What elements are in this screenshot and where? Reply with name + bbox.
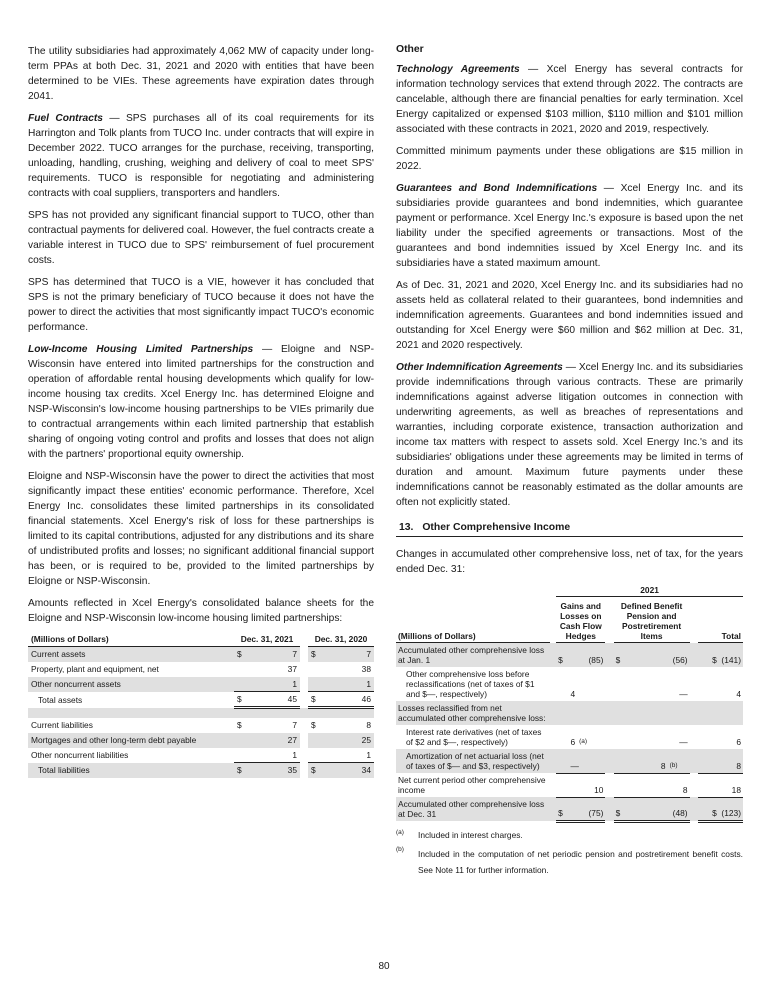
oci-changes-table [396,584,743,823]
row-label: Other comprehensive loss before reclassifications (net of taxes of $1 and $—, respectively) [406,669,535,699]
row-label: Current assets [28,647,234,662]
blank-cell [605,597,613,643]
blank-cell [605,667,613,701]
paragraph-amounts-intro [28,596,374,626]
table-row-net-current [396,773,743,797]
footnote-mark: (b) [396,845,404,853]
value-2020: 7 [324,647,374,662]
column-gap [300,647,308,662]
value-2021: 27 [250,733,300,748]
value-hedges: 4 [570,689,576,699]
section-heading-oci [396,522,743,537]
blank-cell [690,797,698,821]
blank-cell [605,749,613,773]
currency-symbol: $ [614,643,626,668]
table-header-row [396,597,743,643]
value-total: 8 [698,749,743,773]
paragraph-collateral [396,278,743,353]
blank-cell [614,667,626,701]
table-row-reclass-heading [396,701,743,725]
paragraph-oci-intro [396,547,743,577]
currency-symbol [234,677,250,692]
value-hedges: — [568,749,605,773]
row-label: Total liabilities [28,763,234,778]
footnote-a [396,829,743,842]
paragraph-text: As of Dec. 31, 2021 and 2020, Xcel Energy Inc. and its subsidiaries had no assets held as collateral related to their guarantees, bond indemnities and indemnification agreements. Guarantees and bond indemnities issued and outstanding for Xcel Energy were $60 million and $62 million at Dec. 31, 2021 and 2020 respectively. [396,280,743,351]
blank-cell [556,667,568,701]
paragraph-lead: Fuel Contracts [28,113,103,124]
currency-symbol: $ [234,763,250,778]
blank-cell [690,773,698,797]
footnote-mark: (a) [396,828,404,836]
currency-symbol [308,733,324,748]
paragraph-tuco-support [28,208,374,268]
paragraph-text: Changes in accumulated other comprehensive loss, net of tax, for the years ended Dec. 31: [396,549,743,575]
footnote-ref-b: (b) [669,761,678,769]
blank-cell [690,667,698,701]
blank-cell [614,749,626,773]
paragraph-lead: Guarantees and Bond Indemnifications [396,183,598,194]
column-header-pension: Defined Benefit Pension and Postretirement Items [614,597,690,643]
currency-symbol [308,748,324,763]
currency-symbol: $ [234,647,250,662]
column-gap [300,733,308,748]
footnote-b [396,846,743,878]
paragraph-low-income-housing [28,342,374,462]
paragraph-committed-payments [396,144,743,174]
page-number: 80 [378,961,390,972]
blank-cell [690,597,698,643]
value-pension: — [679,689,688,699]
value-2020: 8 [366,720,371,730]
currency-symbol [308,662,324,677]
currency-symbol: $ [308,692,324,708]
table-row [28,733,374,748]
paragraph-text: SPS has determined that TUCO is a VIE, however it has concluded that SPS is not the primary beneficiary of TUCO because it does not have the power to direct the activities that most significantly impact TUCO's economic performance. [28,277,374,333]
value-pension: — [679,737,688,747]
value-2020: 1 [366,749,371,760]
paragraph-fuel-contracts [28,111,374,201]
value-pension: (48) [626,797,690,821]
column-header-cash-flow-hedges: Gains and Losses on Cash Flow Hedges [556,597,605,643]
column-header-label: (Millions of Dollars) [396,597,550,643]
row-label: Amortization of net actuarial loss (net of taxes of $— and $3, respectively) [396,749,550,773]
value-2021: 7 [292,720,297,730]
paragraph-text: — Xcel Energy has several contracts for information technology services that extend through 2022. The contracts are cancelable, although there are financial penalties for early termination. Xcel Energy capitalized or expensed $103 million, $110 million and $101 million associated with these contracts in 2021, 2020 and 2019, respectively. [396,64,743,135]
value-2020: 46 [324,692,374,708]
column-header-total: Total [698,597,743,643]
table-row-before-reclass [396,667,743,701]
paragraph-other-indemnification [396,360,743,510]
column-header-2020: Dec. 31, 2020 [308,632,374,647]
row-label: Mortgages and other long-term debt payable [28,733,234,748]
table-row [28,718,374,733]
table-row-jan1 [396,643,743,668]
currency-symbol: $ [556,797,568,821]
blank-cell [556,749,568,773]
row-label: Net current period other comprehensive income [398,775,546,795]
currency-symbol [234,733,250,748]
currency-symbol: $ [237,720,242,730]
blank-cell [605,643,613,668]
paragraph-text: SPS has not provided any significant financial support to TUCO, other than contractual payments for delivered coal. However, the fuel contracts create a variable interest in TUCO due to SPS' reimbursement of fuel procurement costs. [28,210,374,266]
blank-cell [614,773,626,797]
row-label: Other noncurrent assets [28,677,234,692]
column-gap [300,692,308,708]
paragraph-text: — Xcel Energy Inc. and its subsidiaries provide indemnifications through various contracts. These are primarily indemnifications against adverse litigation outcomes in connection with underwriting agreements, as well as breaches of representations and warranties, including corporate existence, transaction authorization and income tax matters with respect to assets sold. Xcel Energy Inc.'s and its subsidiaries' obligations under these agreements may be limited in terms of duration and amount. Maximum future payments under these indemnifications cannot be reasonably estimated as the dollar amounts are often not explicitly stated. [396,362,743,508]
footnote-text: Included in the computation of net periodic pension and postretirement benefit costs. See Note 11 for further information. [418,848,743,875]
value-2021: 37 [287,664,297,674]
paragraph-text: The utility subsidiaries had approximately 4,062 MW of capacity under long-term PPAs at both Dec. 31, 2021 and 2020 with entities that have been determined to be VIEs. These agreements have expiration dates through 2041. [28,46,374,102]
paragraph-text: — Eloigne and NSP-Wisconsin have entered into limited partnerships for the construction and operation of affordable rental housing developments which qualify for low-income housing tax credits. Xcel Energy Inc. has determined Eloigne and NSP-Wisconsin's low-income housing partnerships to be VIEs primarily due to contractual arrangements within each limited partnership that establish sharing of ongoing voting control and profits and losses that does not align with the partners' proportional equity ownership. [28,344,374,460]
right-column [396,44,743,882]
row-label: Accumulated other comprehensive loss at Jan. 1 [396,643,550,668]
paragraph-technology-agreements [396,62,743,137]
column-header-label: (Millions of Dollars) [28,632,234,647]
currency-symbol: $ [311,720,316,730]
table-row-dec31 [396,797,743,821]
currency-symbol: $ [234,692,250,708]
paragraph-eloigne-power [28,469,374,589]
value-2021: 35 [250,763,300,778]
row-label: Current liabilities [31,720,93,730]
paragraph-lead: Technology Agreements [396,64,520,75]
value-hedges: 10 [568,773,605,797]
paragraph-text: Committed minimum payments under these obligations are $15 million in 2022. [396,146,743,172]
blank-cell [556,725,568,749]
currency-symbol: $ [308,647,324,662]
value-2020: 1 [324,677,374,692]
paragraph-text: — Xcel Energy Inc. and its subsidiaries provide guarantees and bond indemnities, which guarantee payment or performance. Xcel Energy Inc.'s exposure is based upon the net liability under the specified agreements or transactions. Most of the guarantees and bond indemnities issued by Xcel Energy Inc. and its subsidiaries have a stated maximum amount. [396,183,743,269]
row-label: Other noncurrent liabilities [31,750,129,760]
value-total: 4 [736,689,741,699]
table-row-total [28,692,374,708]
footnotes [396,829,743,878]
paragraph-tuco-vie [28,275,374,335]
value-total: $ (123) [698,797,743,821]
currency-symbol: $ [308,763,324,778]
value-2020: 25 [324,733,374,748]
year-header: 2021 [556,584,743,597]
paragraph-text: Amounts reflected in Xcel Energy's consolidated balance sheets for the Eloigne and NSP-Wisconsin low-income housing limited partnerships: [28,598,374,624]
value-2021: 7 [250,647,300,662]
blank-cell [550,701,743,725]
paragraph-lead: Low-Income Housing Limited Partnerships [28,344,254,355]
value-2021: 1 [292,749,297,760]
table-row [28,662,374,677]
currency-symbol: $ [614,797,626,821]
section-number: 13. [399,522,414,533]
column-header-2021: Dec. 31, 2021 [234,632,300,647]
blank-cell [396,584,550,597]
value-hedges: 6 [570,737,576,747]
value-hedges: (75) [568,797,605,821]
value-total: 6 [736,737,741,747]
table-spacer-row [28,708,374,718]
column-gap [300,763,308,778]
paragraph-lead: Other Indemnification Agreements [396,362,563,373]
blank-cell [690,643,698,668]
blank-cell [605,725,613,749]
row-label: Total assets [38,694,83,705]
footnote-text: Included in interest charges. [418,829,523,840]
paragraph-guarantees [396,181,743,271]
column-gap [300,718,308,733]
heading-other: Other [396,44,424,55]
value-hedges: (85) [568,643,605,668]
table-row [28,647,374,662]
value-2021: 45 [250,692,300,708]
value-pension: 8 [660,760,666,771]
value-2021: 1 [250,677,300,692]
blank-cell [605,773,613,797]
paragraph-ppa-capacity [28,44,374,104]
table-header-row [28,632,374,647]
table-year-header-row [396,584,743,597]
currency-symbol: $ [556,643,568,668]
blank-cell [690,749,698,773]
column-gap [300,632,308,647]
section-title: Other Comprehensive Income [422,522,571,533]
value-pension: 8 [626,773,690,797]
row-label: Accumulated other comprehensive loss at Dec. 31 [396,797,550,821]
value-total: $ (141) [698,643,743,668]
column-gap [300,677,308,692]
column-gap [300,748,308,763]
value-hedges-cell [568,725,605,749]
table-row-interest-rate [396,725,743,749]
currency-symbol [308,677,324,692]
currency-symbol [234,748,250,763]
vie-balance-sheet-table [28,632,374,778]
paragraph-text: Eloigne and NSP-Wisconsin have the power to direct the activities that most significantly impact these entities' economic performance. Therefore, Xcel Energy Inc. consolidates these limited partnerships in its consolidated financial statements. Xcel Energy's risk of loss for these partnerships is limited to its capital contributions, adjusted for any distributions and its share of undistributed profits and losses; no significant additional financial support has been, or is required to be, provided to the limited partnerships by Eloigne or NSP-Wisconsin. [28,471,374,587]
table-row [28,748,374,763]
value-2020: 38 [361,664,371,674]
paragraph-text: — SPS purchases all of its coal requirements for its Harrington and Tolk plants from TUCO Inc. under contracts that will expire in December 2022. TUCO arranges for the purchase, receiving, transporting, unloading, handling, crushing, weighing and delivery of coal to meet SPS' requirements. TUCO is responsible for negotiating and administering contracts with coal suppliers, transporters and handlers. [28,113,374,199]
blank-cell [605,797,613,821]
footnote-ref-a: (a) [579,738,588,745]
row-label: Property, plant and equipment, net [31,664,159,674]
column-gap [300,662,308,677]
table-row [28,677,374,692]
value-pension: (56) [626,643,690,668]
blank-cell [556,773,568,797]
currency-symbol [234,662,250,677]
table-row-amortization [396,749,743,773]
blank-cell [614,725,626,749]
value-total: 18 [698,773,743,797]
left-column [28,44,374,778]
value-2020: 34 [324,763,374,778]
value-pension-cell [626,749,690,773]
table-row-total [28,763,374,778]
row-label: Losses reclassified from net accumulated other comprehensive loss: [396,701,550,725]
blank-cell [690,725,698,749]
row-label: Interest rate derivatives (net of taxes of $2 and $—, respectively) [406,727,542,747]
